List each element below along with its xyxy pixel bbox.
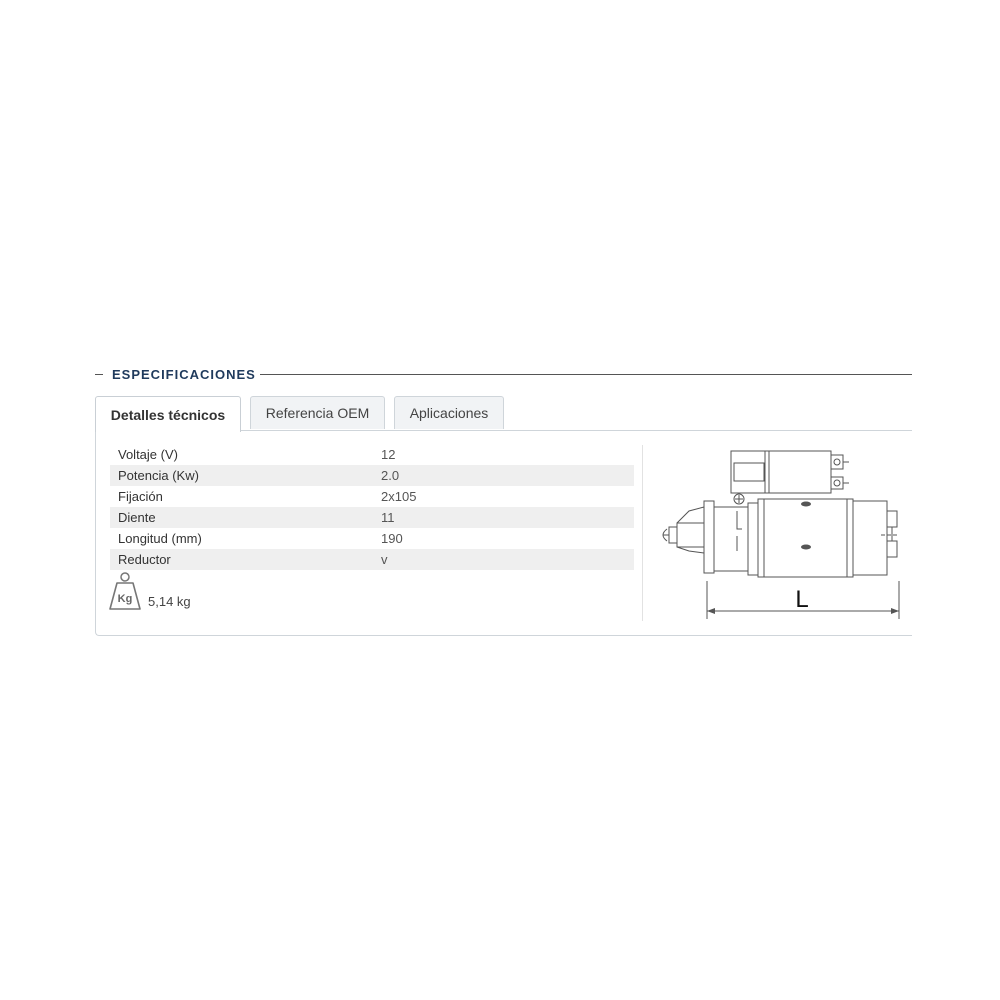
spec-label: Potencia (Kw): [118, 468, 199, 483]
specs-panel: [95, 430, 912, 636]
spec-label: Diente: [118, 510, 156, 525]
section-header: [95, 364, 912, 386]
spec-value: 12: [381, 447, 396, 462]
dimension-label: L: [795, 586, 809, 613]
spec-label: Reductor: [118, 552, 171, 567]
spec-row: [110, 549, 634, 570]
spec-value: 190: [381, 531, 403, 546]
spec-row: [110, 444, 634, 465]
weight-icon-text: Kg: [117, 593, 133, 605]
weight-value: 5,14 kg: [148, 594, 191, 609]
spec-value: 11: [381, 510, 395, 525]
spec-label: Fijación: [118, 489, 163, 504]
specs-table: [110, 444, 634, 570]
spec-label: Longitud (mm): [118, 531, 202, 546]
tab-referencia-oem[interactable]: Referencia OEM: [250, 396, 385, 429]
starter-motor-drawing: [649, 441, 911, 626]
spec-value: v: [381, 552, 388, 567]
panel-divider: [642, 445, 643, 621]
spec-value: 2x105: [381, 489, 417, 504]
header-rule: [260, 374, 912, 375]
header-dash: [95, 374, 103, 375]
section-title: ESPECIFICACIONES: [112, 367, 256, 382]
weight-kg-icon: [108, 571, 142, 611]
spec-row: [110, 486, 634, 507]
spec-row: [110, 465, 634, 486]
tab-aplicaciones[interactable]: Aplicaciones: [394, 396, 504, 429]
spec-row: [110, 528, 634, 549]
tab-detalles-tecnicos[interactable]: Detalles técnicos: [95, 396, 241, 432]
spec-value: 2.0: [381, 468, 400, 483]
spec-label: Voltaje (V): [118, 447, 178, 462]
weight-info: [108, 571, 308, 611]
spec-row: [110, 507, 634, 528]
